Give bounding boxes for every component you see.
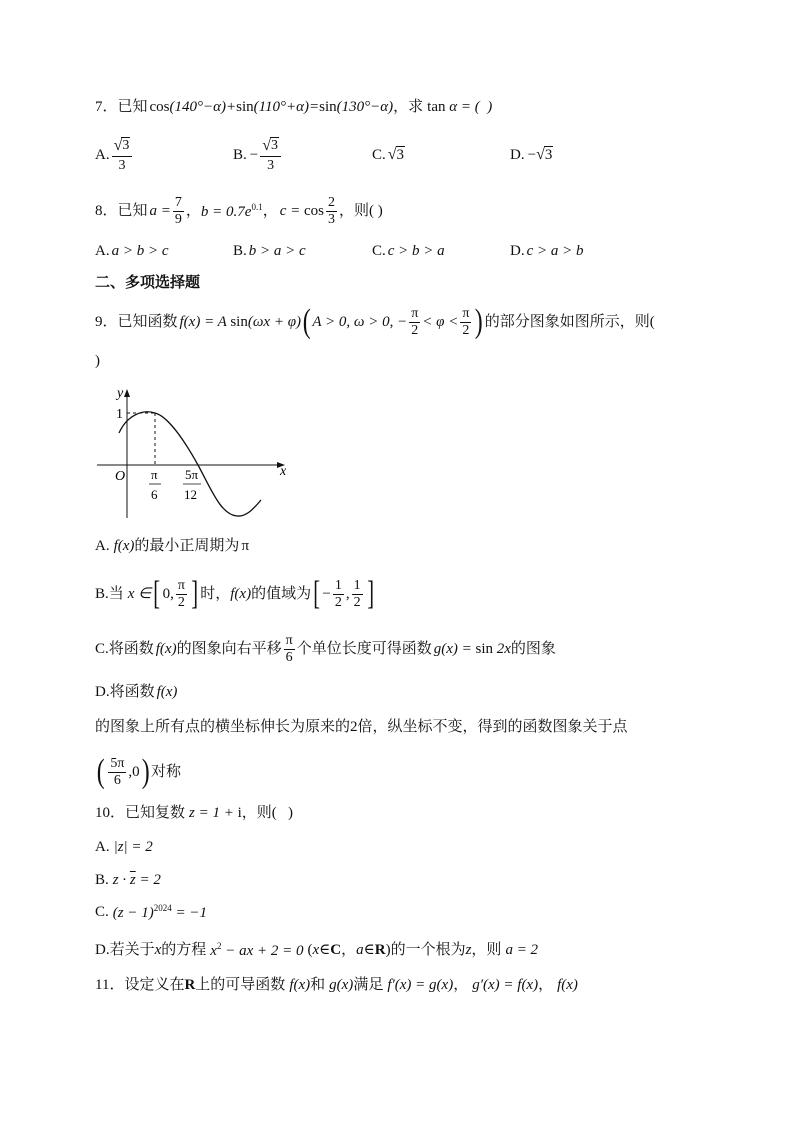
- q9-option-d-line2: 的图象上所有点的横坐标伸长为原来的2倍，纵坐标不变，得到的函数图象关于点: [95, 719, 628, 735]
- q10-option-c: C. $(z - 1)^{2024} = -1$: [95, 903, 207, 921]
- section-title: 二、多项选择题: [95, 273, 201, 291]
- y-axis-arrow: [124, 389, 130, 397]
- tick-pi-6-den: 6: [151, 487, 158, 502]
- q9-option-d-line3: ( $\frac{5\pi}{6}$ ,0 ) 对称: [96, 753, 181, 790]
- q8-a-fraction: $\frac{7}{9}$: [174, 195, 182, 227]
- x-label: x: [280, 464, 287, 479]
- q7-option-d: D. − √ 3: [510, 146, 553, 163]
- q7-prefix: 7．已知: [95, 99, 148, 115]
- q8-option-a: A. a > b > c: [95, 243, 169, 259]
- tick-pi-6-num: π: [151, 467, 158, 482]
- q7-option-b-label: B.: [233, 147, 247, 163]
- q9-suffix: 的部分图象如图所示，则(: [484, 313, 655, 330]
- question-7-stem: [95, 100, 714, 115]
- origin-label: O: [115, 469, 126, 484]
- q9-option-b: B.当 x ∈ [ 0, $\frac{\pi}{2}$ ] 时， f(x) 的值域为 [ − $\frac{1}{2}$ , $\frac{1}{2}$ ]: [95, 575, 374, 612]
- q10-option-d: D.若关于 x 的方程 $x^2$ − ax + 2 = 0 ( x ∈ C ， a ∈ R )的一个根为 z ，则 a = 2: [95, 941, 539, 959]
- q7-option-a-value: √ 3 3: [112, 137, 133, 174]
- q7-equation: cos(140°−α)+sin(110°+α)=sin(130°−α): [149, 99, 394, 115]
- q8-option-d: D. c > a > b: [510, 243, 584, 259]
- q9-option-c: C.将函数 f(x) 的图象向右平移 $\frac{\pi}{6}$ 个单位长度可得函数 g(x) = sin 2x 的图象: [95, 633, 556, 665]
- q9-close-paren: ): [95, 353, 100, 369]
- q7-option-b: B. − √ 3 3: [233, 137, 283, 174]
- q7-option-d-label: D.: [510, 146, 525, 163]
- question-10-stem: 10．已知复数 z = 1 + i ，则( ): [95, 805, 294, 821]
- q10-option-b: B. $z \cdot \overline{z} = 2$: [95, 872, 161, 888]
- tick-5pi-12-den: 12: [184, 487, 197, 502]
- q8-option-c: C. c > b > a: [372, 243, 445, 259]
- q7-option-c-label: C.: [372, 146, 386, 163]
- q7-ask: tan α = ( ): [427, 99, 493, 115]
- tick-5pi-12-num: 5π: [185, 467, 199, 482]
- y-label: y: [117, 386, 124, 401]
- q8-suffix: ，则( ): [338, 203, 383, 219]
- q8-option-b: B. b > a > c: [233, 243, 306, 259]
- q8-c-fraction: $\frac{2}{3}$: [327, 195, 335, 227]
- q9-option-a: A. f(x) 的最小正周期为 π: [95, 538, 250, 554]
- q7-option-a: [95, 137, 134, 174]
- sine-graph: [97, 383, 297, 523]
- q7-suffix: ，求: [393, 99, 424, 115]
- q7-option-b-value: √ 3 3: [260, 137, 281, 174]
- max-label: 1: [116, 407, 123, 422]
- q7-option-a-label: A.: [95, 147, 110, 163]
- question-9-stem: 9．已知函数 f(x) = A sin(ωx + φ) ( A > 0, ω > 0, − $\frac{\pi}{2}$ < φ < $\frac{\pi}{2}$ ) 的部分图象如图所示，则(: [95, 303, 655, 340]
- question-8-stem: 8．已知 a = $\frac{7}{9}$ ， $b = 0.7e^{0.1}$ ， c = cos $\frac{2}{3}$ ，则( ): [95, 195, 383, 227]
- q9-option-d-line1: D.将函数 f(x): [95, 684, 178, 700]
- question-11-stem: 11．设定义在 R 上的可导函数 f(x) 和 g(x) 满足 f′(x) = g(x) ， g′(x) = f(x) ， f(x): [95, 977, 578, 993]
- q7-option-c: C. √ 3: [372, 146, 405, 163]
- q10-option-a: A. |z| = 2: [95, 839, 153, 855]
- q8-prefix: 8．已知: [95, 203, 148, 219]
- q9-prefix: 9．已知函数: [95, 313, 178, 330]
